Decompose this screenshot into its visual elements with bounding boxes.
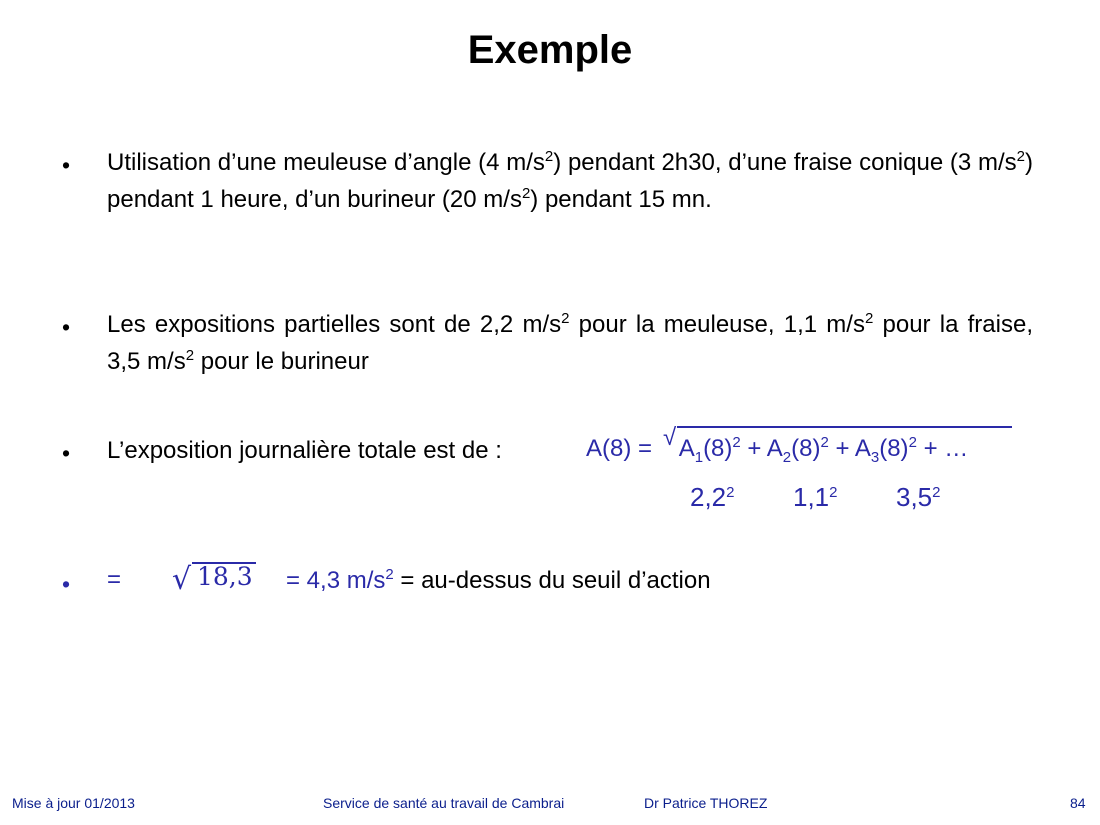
value-burineur: $3,5^2$ [896, 482, 941, 512]
bullet-3-text: L’exposition journalière totale est de : [107, 437, 502, 464]
bullet-marker: • [62, 314, 71, 340]
footer-service: Service de santé au travail de Cambrai [323, 795, 565, 811]
value-meuleuse: $2,2^2$ [690, 482, 735, 512]
sqrt-sign: √ [172, 562, 192, 597]
slide-title: Exemple [467, 28, 633, 72]
bullet-1-text: Utilisation d’une meuleuse d’angle (4 $m/s^2$) pendant 2h30, d’une fraise conique (3 $m/s^2$) pendant 1 heure, d’un burineur (20 $m/s^2$) pendant 15 mn. [107, 148, 1033, 213]
value-fraise: $1,1^2$ [793, 482, 838, 512]
bullet-marker: • [62, 440, 71, 466]
bullet-2-text: Les expositions partielles sont de 2,2 $m/s^2$ pour la meuleuse, 1,1 $m/s^2$ pour la fraise, 3,5 $m/s^2$ pour le burineur [107, 310, 1033, 375]
radical-bar [677, 426, 1012, 428]
bullet-marker: • [62, 571, 71, 597]
radical-sign: √ [663, 424, 677, 451]
footer-update: Mise à jour 01/2013 [12, 795, 135, 811]
equals-sign: = [107, 566, 122, 593]
formula-expression: A(8) = $A_1(8)^2 + A_2(8)^2 + A_3(8)^2$ + … [586, 434, 969, 466]
bullet-marker: • [62, 152, 71, 178]
sqrt-value: 18,3 [197, 562, 253, 591]
bullet-4-text: = 4,3 $m/s^2$ = au-dessus du seuil d’action [286, 566, 711, 594]
footer-author: Dr Patrice THOREZ [644, 795, 768, 811]
page-number: 84 [1070, 795, 1086, 811]
